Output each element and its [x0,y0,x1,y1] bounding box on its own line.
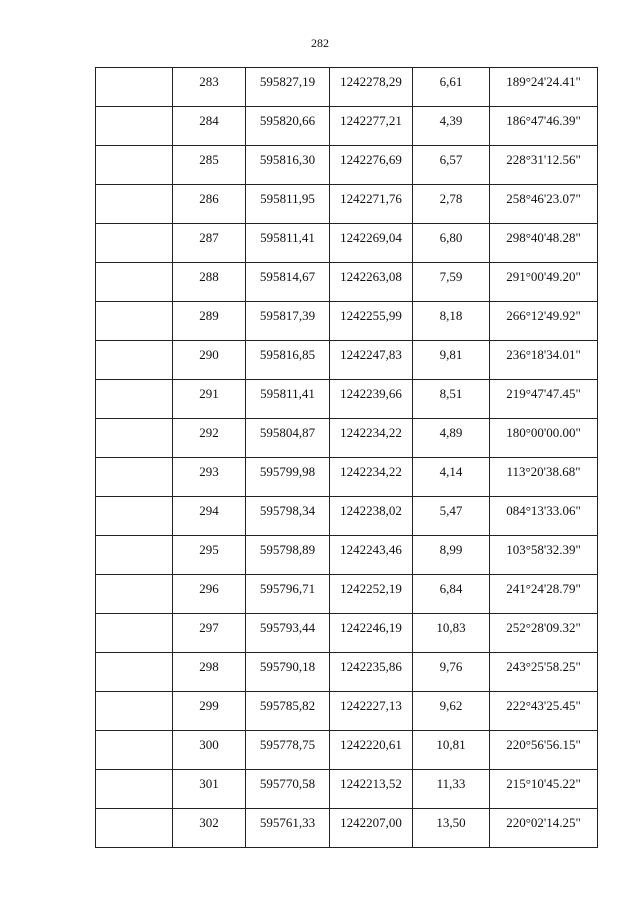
point-number-cell: 291 [173,380,246,419]
x-coordinate-cell: 595827,19 [246,68,330,107]
bearing-cell: 252°28'09.32" [490,614,598,653]
section-cell [96,68,173,107]
section-cell [96,458,173,497]
point-number-cell: 293 [173,458,246,497]
distance-cell: 9,81 [413,341,490,380]
table-row [96,575,598,614]
distance-cell: 4,89 [413,419,490,458]
section-cell [96,107,173,146]
bearing-cell: 241°24'28.79" [490,575,598,614]
distance-cell: 4,14 [413,458,490,497]
x-coordinate-cell: 595761,33 [246,809,330,848]
y-coordinate-cell: 1242220,61 [330,731,413,770]
bearing-cell: 180°00'00.00" [490,419,598,458]
distance-cell: 9,76 [413,653,490,692]
bearing-cell: 215°10'45.22" [490,770,598,809]
y-coordinate-cell: 1242252,19 [330,575,413,614]
y-coordinate-cell: 1242235,86 [330,653,413,692]
x-coordinate-cell: 595811,95 [246,185,330,224]
point-number-cell: 294 [173,497,246,536]
table-row [96,536,598,575]
y-coordinate-cell: 1242276,69 [330,146,413,185]
x-coordinate-cell: 595814,67 [246,263,330,302]
y-coordinate-cell: 1242271,76 [330,185,413,224]
table-row [96,692,598,731]
distance-cell: 9,62 [413,692,490,731]
section-cell [96,692,173,731]
x-coordinate-cell: 595816,30 [246,146,330,185]
bearing-cell: 228°31'12.56" [490,146,598,185]
bearing-cell: 220°02'14.25" [490,809,598,848]
y-coordinate-cell: 1242269,04 [330,224,413,263]
y-coordinate-cell: 1242234,22 [330,419,413,458]
y-coordinate-cell: 1242243,46 [330,536,413,575]
x-coordinate-cell: 595820,66 [246,107,330,146]
y-coordinate-cell: 1242234,22 [330,458,413,497]
point-number-cell: 286 [173,185,246,224]
point-number-cell: 298 [173,653,246,692]
table-row [96,731,598,770]
y-coordinate-cell: 1242278,29 [330,68,413,107]
bearing-cell: 113°20'38.68" [490,458,598,497]
section-cell [96,653,173,692]
bearing-cell: 266°12'49.92" [490,302,598,341]
point-number-cell: 299 [173,692,246,731]
bearing-cell: 189°24'24.41" [490,68,598,107]
table-row [96,770,598,809]
section-cell [96,263,173,302]
y-coordinate-cell: 1242227,13 [330,692,413,731]
bearing-cell: 291°00'49.20" [490,263,598,302]
bearing-cell: 222°43'25.45" [490,692,598,731]
table-row [96,497,598,536]
section-cell [96,536,173,575]
point-number-cell: 292 [173,419,246,458]
distance-cell: 6,57 [413,146,490,185]
y-coordinate-cell: 1242277,21 [330,107,413,146]
bearing-cell: 220°56'56.15" [490,731,598,770]
distance-cell: 8,99 [413,536,490,575]
point-number-cell: 300 [173,731,246,770]
section-cell [96,809,173,848]
x-coordinate-cell: 595811,41 [246,224,330,263]
point-number-cell: 285 [173,146,246,185]
point-number-cell: 283 [173,68,246,107]
y-coordinate-cell: 1242239,66 [330,380,413,419]
section-cell [96,302,173,341]
x-coordinate-cell: 595796,71 [246,575,330,614]
distance-cell: 10,81 [413,731,490,770]
x-coordinate-cell: 595785,82 [246,692,330,731]
distance-cell: 8,18 [413,302,490,341]
distance-cell: 11,33 [413,770,490,809]
x-coordinate-cell: 595770,58 [246,770,330,809]
y-coordinate-cell: 1242207,00 [330,809,413,848]
table-row [96,653,598,692]
point-number-cell: 287 [173,224,246,263]
x-coordinate-cell: 595799,98 [246,458,330,497]
y-coordinate-cell: 1242255,99 [330,302,413,341]
y-coordinate-cell: 1242238,02 [330,497,413,536]
x-coordinate-cell: 595817,39 [246,302,330,341]
table-row [96,419,598,458]
distance-cell: 13,50 [413,809,490,848]
point-number-cell: 301 [173,770,246,809]
table-row [96,146,598,185]
distance-cell: 6,84 [413,575,490,614]
x-coordinate-cell: 595790,18 [246,653,330,692]
point-number-cell: 302 [173,809,246,848]
distance-cell: 7,59 [413,263,490,302]
section-cell [96,497,173,536]
point-number-cell: 297 [173,614,246,653]
distance-cell: 5,47 [413,497,490,536]
table-row [96,341,598,380]
section-cell [96,146,173,185]
section-cell [96,575,173,614]
point-number-cell: 284 [173,107,246,146]
coordinates-table-body [96,68,598,848]
x-coordinate-cell: 595811,41 [246,380,330,419]
bearing-cell: 258°46'23.07" [490,185,598,224]
bearing-cell: 298°40'48.28" [490,224,598,263]
bearing-cell: 236°18'34.01" [490,341,598,380]
bearing-cell: 103°58'32.39" [490,536,598,575]
point-number-cell: 296 [173,575,246,614]
distance-cell: 6,80 [413,224,490,263]
table-row [96,224,598,263]
point-number-cell: 289 [173,302,246,341]
table-row [96,185,598,224]
y-coordinate-cell: 1242247,83 [330,341,413,380]
section-cell [96,341,173,380]
x-coordinate-cell: 595798,89 [246,536,330,575]
point-number-cell: 295 [173,536,246,575]
bearing-cell: 084°13'33.06" [490,497,598,536]
table-row [96,107,598,146]
x-coordinate-cell: 595816,85 [246,341,330,380]
distance-cell: 6,61 [413,68,490,107]
x-coordinate-cell: 595804,87 [246,419,330,458]
section-cell [96,224,173,263]
distance-cell: 8,51 [413,380,490,419]
table-row [96,68,598,107]
distance-cell: 2,78 [413,185,490,224]
table-row [96,614,598,653]
section-cell [96,419,173,458]
distance-cell: 4,39 [413,107,490,146]
bearing-cell: 243°25'58.25" [490,653,598,692]
page-number: 282 [311,36,329,50]
section-cell [96,185,173,224]
section-cell [96,770,173,809]
distance-cell: 10,83 [413,614,490,653]
bearing-cell: 219°47'47.45" [490,380,598,419]
y-coordinate-cell: 1242246,19 [330,614,413,653]
y-coordinate-cell: 1242213,52 [330,770,413,809]
table-row [96,302,598,341]
point-number-cell: 288 [173,263,246,302]
point-number-cell: 290 [173,341,246,380]
table-row [96,380,598,419]
x-coordinate-cell: 595793,44 [246,614,330,653]
y-coordinate-cell: 1242263,08 [330,263,413,302]
section-cell [96,731,173,770]
coordinates-table [95,67,598,848]
bearing-cell: 186°47'46.39" [490,107,598,146]
x-coordinate-cell: 595778,75 [246,731,330,770]
table-row [96,263,598,302]
table-row [96,809,598,848]
table-row [96,458,598,497]
x-coordinate-cell: 595798,34 [246,497,330,536]
section-cell [96,380,173,419]
section-cell [96,614,173,653]
